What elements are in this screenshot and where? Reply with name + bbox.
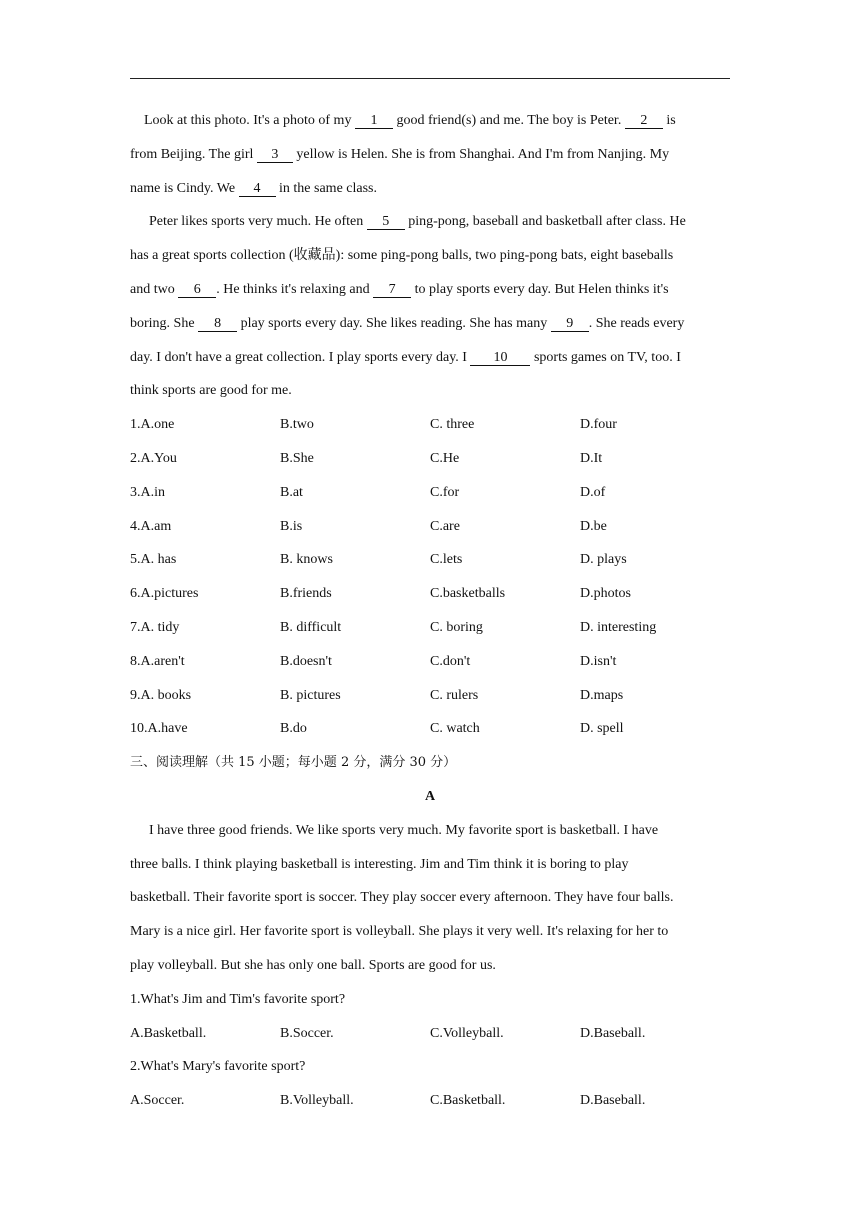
cloze-line	[130, 273, 730, 307]
answer-choice: D.Baseball.	[580, 1025, 646, 1041]
option-row	[130, 712, 730, 746]
exam-page	[130, 104, 730, 1118]
passage-line: Mary is a nice girl. Her favorite sport is volleyball. She plays it very well. It's relaxing for her to	[130, 924, 669, 940]
option-choice: D. plays	[580, 552, 627, 568]
passage-text: and two	[130, 281, 179, 297]
option-choice: 3.A.in	[130, 484, 165, 500]
option-row	[130, 442, 730, 476]
reading-questions	[130, 983, 730, 1118]
option-choice: 9.A. books	[130, 687, 192, 703]
option-choice: C.He	[430, 450, 460, 466]
cloze-line	[130, 138, 730, 172]
option-row	[130, 679, 730, 713]
passage-line: basketball. Their favorite sport is soccer. They play soccer every afternoon. They have four balls.	[130, 890, 674, 906]
passage-text: good friend(s) and me. The boy is Peter.	[392, 113, 625, 128]
option-choice: 4.A.am	[130, 518, 172, 534]
passage-text: has a great sports collection (收藏品): some ping-pong balls, two ping-pong bats, eight baseballs	[130, 248, 674, 264]
option-row	[130, 408, 730, 442]
answer-choice: C.Volleyball.	[430, 1025, 504, 1041]
passage-text: sports games on TV, too. I	[530, 349, 681, 365]
option-choice: 2.A.You	[130, 450, 177, 466]
answer-choice: C.Basketball.	[430, 1093, 506, 1109]
passage-text: . He thinks it's relaxing and	[216, 281, 374, 297]
cloze-line	[130, 374, 730, 408]
cloze-line	[130, 341, 730, 375]
answer-row	[130, 1017, 730, 1051]
passage-text: is	[662, 113, 676, 128]
cloze-line	[130, 205, 730, 239]
option-row	[130, 510, 730, 544]
option-choice: D.isn't	[580, 653, 617, 669]
option-row	[130, 611, 730, 645]
blank-6: 6	[178, 282, 216, 298]
answer-row	[130, 1084, 730, 1118]
blank-10: 10	[470, 350, 530, 366]
answer-choice: B.Soccer.	[280, 1025, 334, 1041]
option-choice: D.It	[580, 450, 603, 466]
cloze-line	[130, 172, 730, 206]
passage-line: three balls. I think playing basketball is interesting. Jim and Tim think it is boring to play	[130, 856, 629, 872]
option-choice: B.doesn't	[280, 653, 332, 669]
answer-choice: D.Baseball.	[580, 1093, 646, 1109]
option-choice: D.be	[580, 518, 607, 534]
answer-choice: A.Basketball.	[130, 1025, 207, 1041]
option-choice: D.maps	[580, 687, 624, 703]
question-text: 2.What's Mary's favorite sport?	[130, 1059, 306, 1075]
option-row	[130, 476, 730, 510]
option-choice: D.four	[580, 417, 617, 433]
passage-text: to play sports every day. But Helen thinks it's	[411, 281, 669, 297]
option-choice: C. boring	[430, 619, 483, 635]
option-choice: 1.A.one	[130, 417, 175, 433]
passage-text: from Beijing. The girl	[130, 146, 257, 162]
passage-line: play volleyball. But she has only one ball. Sports are good for us.	[130, 957, 496, 973]
option-row	[130, 577, 730, 611]
option-choice: 8.A.aren't	[130, 653, 185, 669]
option-choice: C.are	[430, 518, 460, 534]
option-choice: 7.A. tidy	[130, 619, 180, 635]
option-choice: C.lets	[430, 552, 463, 568]
cloze-options	[130, 408, 730, 746]
blank-1: 1	[355, 113, 393, 129]
passage-text: . She reads every	[588, 315, 685, 331]
passage-text: yellow is Helen. She is from Shanghai. And I'm from Nanjing. My	[292, 146, 670, 162]
option-choice: 5.A. has	[130, 552, 177, 568]
option-row	[130, 645, 730, 679]
passage-text: name is Cindy. We	[130, 180, 239, 196]
option-choice: D. interesting	[580, 619, 657, 635]
reading-passage	[130, 814, 730, 983]
option-choice: C.basketballs	[430, 586, 506, 602]
option-choice: 10.A.have	[130, 721, 188, 737]
answer-choice: A.Soccer.	[130, 1093, 185, 1109]
option-choice: B. knows	[280, 552, 333, 568]
passage-text: day. I don't have a great collection. I play sports every day. I	[130, 349, 471, 365]
blank-5: 5	[367, 214, 405, 230]
passage-label: A	[424, 788, 436, 804]
passage-text: think sports are good for me.	[130, 383, 292, 399]
cloze-line	[130, 104, 730, 138]
passage-text: Look at this photo. It's a photo of my	[144, 113, 355, 128]
option-choice: B.do	[280, 721, 307, 737]
option-choice: D.of	[580, 484, 606, 500]
option-choice: C. rulers	[430, 687, 479, 703]
cloze-line	[130, 307, 730, 341]
blank-8: 8	[198, 316, 237, 332]
answer-choice: B.Volleyball.	[280, 1093, 354, 1109]
option-choice: C.for	[430, 484, 460, 500]
blank-7: 7	[373, 282, 411, 298]
section-title: 三、阅读理解（共 15 小题；每小题 2 分，满分 30 分）	[130, 755, 457, 771]
passage-text: Peter likes sports very much. He often	[149, 214, 367, 230]
header-rule	[130, 78, 730, 79]
passage-text: boring. She	[130, 315, 199, 331]
option-choice: B.at	[280, 484, 303, 500]
option-choice: C.don't	[430, 653, 471, 669]
option-choice: B.two	[280, 417, 314, 433]
option-choice: B. difficult	[280, 619, 342, 635]
option-choice: B.She	[280, 450, 314, 466]
cloze-line	[130, 239, 730, 273]
option-row	[130, 543, 730, 577]
passage-text: in the same class.	[275, 180, 378, 196]
passage-text: play sports every day. She likes reading. She has many	[237, 315, 551, 331]
option-choice: D. spell	[580, 721, 624, 737]
blank-3: 3	[257, 147, 293, 163]
option-choice: C. watch	[430, 721, 480, 737]
option-choice: B.friends	[280, 586, 332, 602]
option-choice: B. pictures	[280, 687, 341, 703]
option-choice: C. three	[430, 417, 475, 433]
blank-9: 9	[551, 316, 589, 332]
blank-2: 2	[625, 113, 663, 129]
option-choice: D.photos	[580, 586, 631, 602]
option-choice: 6.A.pictures	[130, 586, 199, 602]
option-choice: B.is	[280, 518, 303, 534]
passage-text: ping-pong, baseball and basketball after class. He	[404, 214, 686, 230]
passage-line: I have three good friends. We like sports very much. My favorite sport is basketball. I have	[149, 822, 659, 838]
blank-4: 4	[239, 181, 276, 197]
question-text: 1.What's Jim and Tim's favorite sport?	[130, 991, 346, 1007]
